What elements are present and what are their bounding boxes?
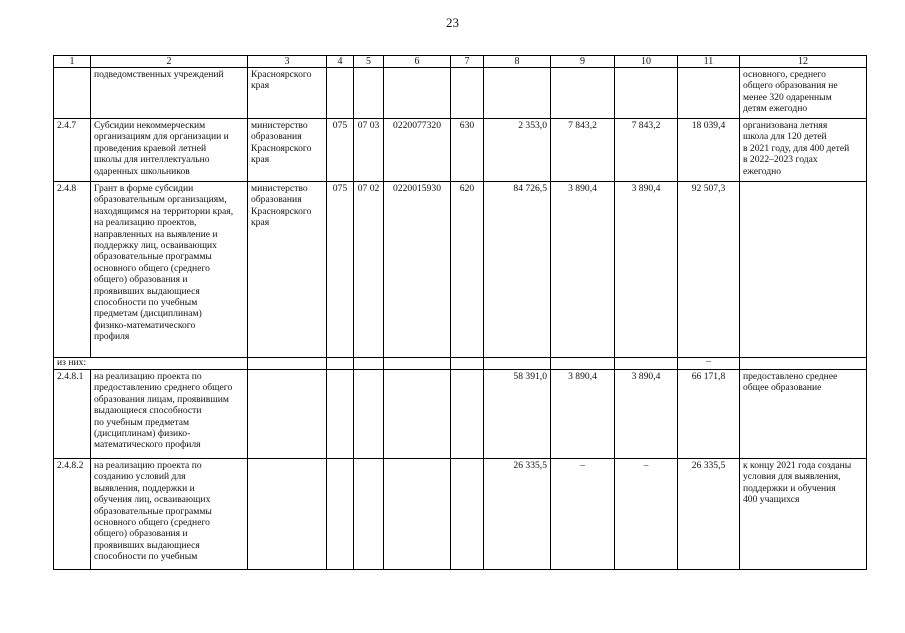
amount-cell xyxy=(615,358,678,370)
section-code-cell: 07 03 xyxy=(354,119,384,182)
total-cell xyxy=(678,68,740,119)
amount-cell: 3 890,4 xyxy=(551,370,615,459)
description-cell: Грант в форме субсидии образовательным организациям, находящимся на территории края, на реализацию проектов, направленных на выявление и поддержку лиц, осваивающих образовательные программы основного общего (среднего общего) образования и проявивших выдающиеся способности по учебным предметам (дисциплинам) физико-математического профиля xyxy=(91,182,248,358)
administrator-cell: министерство образования Красноярского края xyxy=(248,182,327,358)
column-header: 12 xyxy=(740,56,867,68)
amount-cell: 3 890,4 xyxy=(615,182,678,358)
grbs-code-cell xyxy=(327,459,354,570)
column-header: 4 xyxy=(327,56,354,68)
expected-result-cell: организована летняя школа для 120 детей в 2021 году, для 400 детей в 2022–2023 годах ежегодно xyxy=(740,119,867,182)
expense-type-cell xyxy=(451,68,484,119)
expense-type-cell: 620 xyxy=(451,182,484,358)
target-article-cell xyxy=(384,358,451,370)
amount-cell: 58 391,0 xyxy=(484,370,551,459)
description-cell: подведомственных учреждений xyxy=(91,68,248,119)
row-number-cell: 2.4.8 xyxy=(54,182,91,358)
section-code-cell xyxy=(354,370,384,459)
column-header: 11 xyxy=(678,56,740,68)
column-header: 1 xyxy=(54,56,91,68)
description-cell: на реализацию проекта по созданию условий для выявления, поддержки и обучения лиц, осваивающих образовательные программы основного общего (среднего общего) образования и проявивших выдающиеся способности по учебным xyxy=(91,459,248,570)
total-cell: 26 335,5 xyxy=(678,459,740,570)
column-header: 3 xyxy=(248,56,327,68)
section-code-cell: 07 02 xyxy=(354,182,384,358)
total-cell: – xyxy=(678,358,740,370)
amount-cell: 7 843,2 xyxy=(551,119,615,182)
expected-result-cell xyxy=(740,358,867,370)
expected-result-cell: к концу 2021 года созданы условия для выявления, поддержки и обучения 400 учащихся xyxy=(740,459,867,570)
total-cell: 66 171,8 xyxy=(678,370,740,459)
total-cell: 18 039,4 xyxy=(678,119,740,182)
expected-result-cell: предоставлено среднее общее образование xyxy=(740,370,867,459)
row-number-cell: 2.4.8.2 xyxy=(54,459,91,570)
administrator-cell: Красноярского края xyxy=(248,68,327,119)
target-article-cell xyxy=(384,459,451,570)
amount-cell: – xyxy=(615,459,678,570)
row-number-cell xyxy=(54,68,91,119)
expense-type-cell xyxy=(451,358,484,370)
amount-cell xyxy=(484,358,551,370)
column-header: 8 xyxy=(484,56,551,68)
row-number-cell: 2.4.7 xyxy=(54,119,91,182)
column-header: 6 xyxy=(384,56,451,68)
amount-cell: – xyxy=(551,459,615,570)
administrator-cell xyxy=(248,459,327,570)
amount-cell: 3 890,4 xyxy=(551,182,615,358)
amount-cell: 26 335,5 xyxy=(484,459,551,570)
column-number-row xyxy=(54,56,867,68)
grbs-code-cell: 075 xyxy=(327,119,354,182)
grbs-code-cell xyxy=(327,68,354,119)
section-code-cell xyxy=(354,68,384,119)
column-header: 9 xyxy=(551,56,615,68)
expense-type-cell: 630 xyxy=(451,119,484,182)
amount-cell xyxy=(484,68,551,119)
target-article-cell xyxy=(384,68,451,119)
target-article-cell: 0220015930 xyxy=(384,182,451,358)
table-row-of-them xyxy=(54,358,867,370)
amount-cell: 84 726,5 xyxy=(484,182,551,358)
table-row-2-4-7 xyxy=(54,119,867,182)
amount-cell: 2 353,0 xyxy=(484,119,551,182)
amount-cell: 3 890,4 xyxy=(615,370,678,459)
column-header: 2 xyxy=(91,56,248,68)
expected-result-cell xyxy=(740,182,867,358)
grbs-code-cell xyxy=(327,370,354,459)
description-cell: на реализацию проекта по предоставлению среднего общего образования лицам, проявившим выдающиеся способности по учебным предметам (дисциплинам) физико- математического профиля xyxy=(91,370,248,459)
section-code-cell xyxy=(354,459,384,570)
section-code-cell xyxy=(354,358,384,370)
amount-cell xyxy=(551,358,615,370)
budget-table xyxy=(53,55,867,570)
grbs-code-cell xyxy=(327,358,354,370)
column-header: 10 xyxy=(615,56,678,68)
total-cell: 92 507,3 xyxy=(678,182,740,358)
description-cell: Субсидии некоммерческим организациям для организации и проведения краевой летней школы для интеллектуально одаренных школьников xyxy=(91,119,248,182)
expected-result-cell: основного, среднего общего образования не менее 320 одаренным детям ежегодно xyxy=(740,68,867,119)
row-number-cell: 2.4.8.1 xyxy=(54,370,91,459)
page-number: 23 xyxy=(446,15,459,30)
target-article-cell: 0220077320 xyxy=(384,119,451,182)
amount-cell xyxy=(615,68,678,119)
table-row-2-4-8 xyxy=(54,182,867,358)
grbs-code-cell: 075 xyxy=(327,182,354,358)
expense-type-cell xyxy=(451,459,484,570)
administrator-cell xyxy=(248,370,327,459)
expense-type-cell xyxy=(451,370,484,459)
table-row-2-4-8-1 xyxy=(54,370,867,459)
table-row-continuation xyxy=(54,68,867,119)
target-article-cell xyxy=(384,370,451,459)
of-them-label: из них: xyxy=(54,358,248,370)
table-row-2-4-8-2 xyxy=(54,459,867,570)
column-header: 7 xyxy=(451,56,484,68)
administrator-cell xyxy=(248,358,327,370)
administrator-cell: министерство образования Красноярского края xyxy=(248,119,327,182)
column-header: 5 xyxy=(354,56,384,68)
amount-cell xyxy=(551,68,615,119)
amount-cell: 7 843,2 xyxy=(615,119,678,182)
